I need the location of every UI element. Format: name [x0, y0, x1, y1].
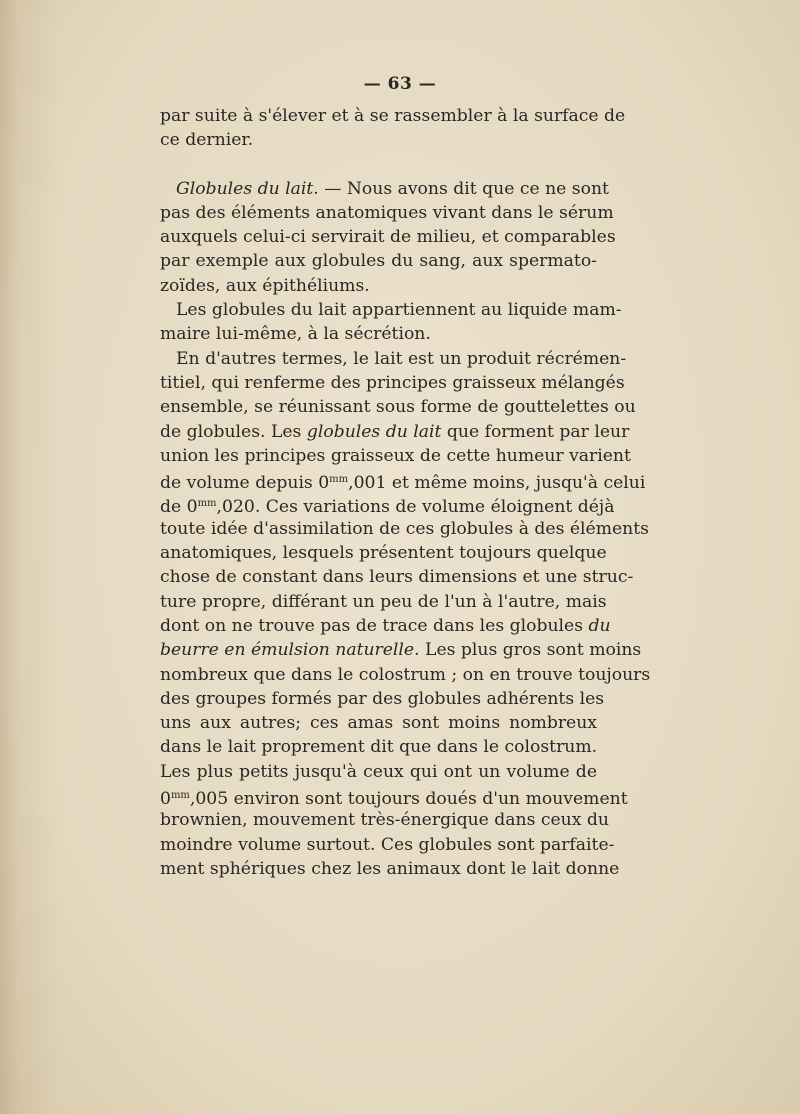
page-number: — 63 — [363, 74, 437, 94]
text-line [160, 371, 625, 395]
line-text: par exemple aux globules du sang, aux spermato- [160, 251, 597, 272]
text-line [160, 833, 615, 857]
text-line [160, 249, 597, 273]
line-text: Les globules du lait appartiennent au liquide mam- [176, 300, 622, 321]
line-text: En d'autres termes, le lait est un produit récrémen- [176, 348, 627, 369]
text-line [160, 444, 631, 468]
text-line [160, 808, 609, 832]
text-line [160, 395, 636, 419]
text-line [160, 104, 626, 128]
text-line [160, 322, 597, 346]
text-line [160, 857, 620, 881]
line-text: auxquels celui-ci servirait de milieu, et comparables [160, 227, 616, 248]
line-text: union les principes graisseux de cette humeur varient [160, 445, 631, 466]
line-text: moindre volume surtout. Ces globules sont parfaite- [160, 834, 615, 855]
line-text: ment sphériques chez les animaux dont le lait donne [160, 858, 620, 879]
text-line [160, 565, 634, 589]
unit-superscript: mm [197, 498, 217, 510]
text-line [160, 225, 616, 249]
line-text: — Nous avons dit que ce ne sont [318, 178, 609, 199]
line-text: maire lui-même, à la sécrétion. [160, 324, 431, 345]
line-text: ,001 et même moins, jusqu'à celui [348, 473, 646, 494]
text-line [160, 128, 597, 152]
line-text: Les plus petits jusqu'à ceux qui ont un volume de [160, 761, 597, 782]
text-line [160, 760, 597, 784]
italic-heading: beurre en émulsion naturelle. [160, 640, 420, 661]
line-text: chose de constant dans leurs dimensions et une struc- [160, 567, 634, 588]
line-text: ,020. Ces variations de volume éloignent déjà [216, 497, 615, 518]
text-line [160, 663, 651, 687]
text-line [160, 298, 622, 322]
line-text: ce dernier. [160, 130, 254, 151]
text-line [160, 614, 611, 638]
text-line [160, 687, 605, 711]
text-line [160, 517, 649, 541]
text-line [160, 590, 607, 614]
text-line [160, 347, 627, 371]
line-text: pas des éléments anatomiques vivant dans le sérum [160, 202, 614, 223]
line-text: titiel, qui renferme des principes graisseux mélangés [160, 372, 625, 393]
line-text: uns aux autres; ces amas sont moins nombreux [160, 713, 597, 734]
text-line [160, 274, 597, 298]
text-line [160, 492, 615, 518]
paragraph-gap [160, 153, 597, 177]
italic-phrase: du [588, 615, 611, 636]
text-line [160, 711, 597, 735]
line-text: par suite à s'élever et à se rassembler à la surface de [160, 106, 626, 126]
line-text: ensemble, se réunissant sous forme de gouttelettes ou [160, 397, 636, 418]
text-line [160, 177, 609, 201]
italic-heading: Globules du lait. [176, 178, 319, 199]
line-text: ture propre, différant un peu de l'un à l'autre, mais [160, 591, 607, 612]
unit-superscript: mm [329, 474, 349, 486]
line-text: zoïdes, aux épithéliums. [160, 275, 370, 296]
text-line [160, 201, 614, 225]
text-line [160, 638, 642, 662]
italic-phrase: globules du lait [306, 421, 442, 442]
unit-superscript: mm [170, 790, 190, 802]
text-line [160, 468, 646, 494]
line-lead: dont on ne trouve pas de trace dans les globules [160, 615, 589, 636]
text-line [160, 541, 607, 565]
line-text: Les plus gros sont moins [419, 640, 642, 661]
line-text: ,005 environ sont toujours doués d'un mouvement [189, 789, 628, 810]
line-lead: de volume depuis 0 [160, 473, 330, 494]
line-text: toute idée d'assimilation de ces globules à des éléments [160, 518, 649, 539]
line-text: brownien, mouvement très-énergique dans ceux du [160, 810, 609, 831]
line-text: anatomiques, lesquels présentent toujours quelque [160, 543, 607, 564]
line-text: que forment par leur [441, 421, 630, 442]
line-lead: de 0 [160, 497, 198, 518]
line-lead: 0 [160, 789, 171, 810]
line-text: nombreux que dans le colostrum ; on en trouve toujours [160, 664, 651, 685]
line-text: des groupes formés par des globules adhérents les [160, 688, 605, 709]
text-line [160, 784, 628, 810]
line-lead: de globules. Les [160, 421, 307, 442]
text-line [160, 735, 597, 759]
line-text: dans le lait proprement dit que dans le colostrum. [160, 737, 598, 758]
text-line [160, 420, 630, 444]
body-text [160, 104, 651, 881]
